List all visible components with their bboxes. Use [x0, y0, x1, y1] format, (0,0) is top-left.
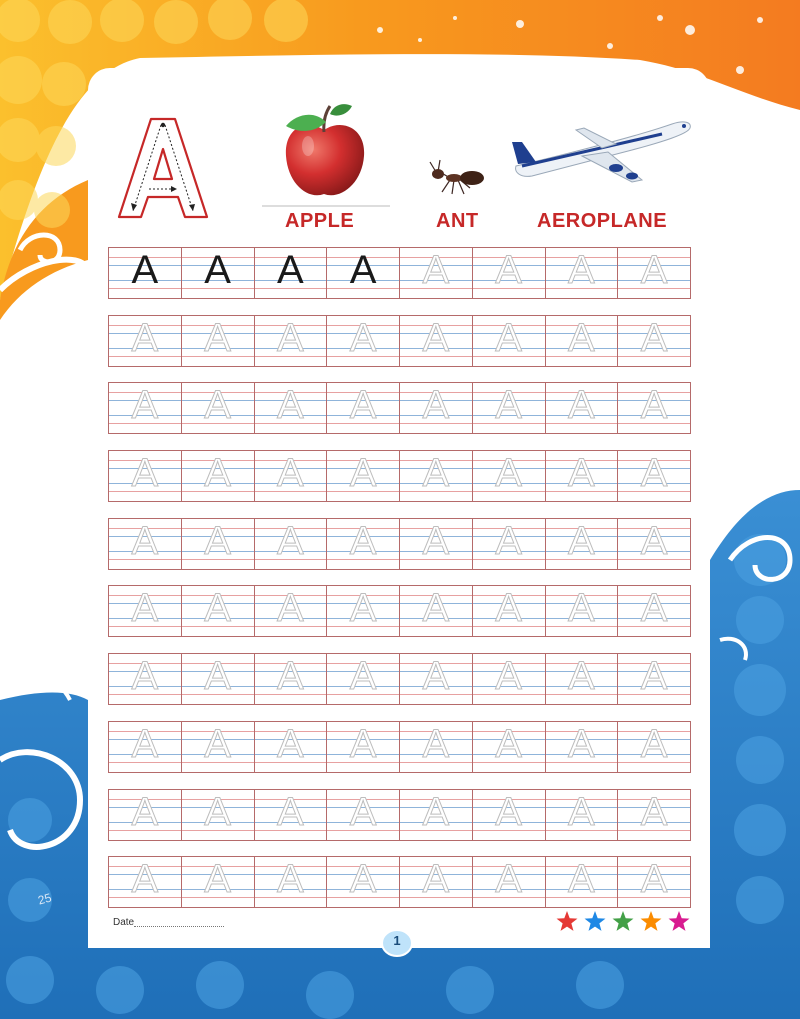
- solid-letter: A: [204, 248, 231, 292]
- practice-row: [108, 518, 691, 570]
- practice-cell[interactable]: [546, 451, 619, 501]
- trace-letter: A: [204, 654, 231, 699]
- trace-letter: A: [204, 721, 231, 766]
- practice-cell[interactable]: [400, 722, 473, 772]
- practice-cell[interactable]: [255, 654, 328, 704]
- trace-letter: A: [277, 789, 304, 834]
- date-blank-line[interactable]: [134, 926, 224, 927]
- aeroplane-picture: [512, 112, 694, 188]
- practice-cell[interactable]: [182, 451, 255, 501]
- trace-letter: A: [640, 586, 668, 631]
- practice-cell[interactable]: [255, 722, 328, 772]
- trace-letter: A: [277, 518, 304, 563]
- practice-cell[interactable]: [109, 248, 182, 298]
- trace-letter: A: [640, 654, 668, 699]
- practice-cell[interactable]: [473, 857, 546, 907]
- trace-letter: A: [349, 586, 377, 631]
- trace-letter: A: [640, 315, 668, 360]
- trace-letter: A: [277, 857, 304, 902]
- trace-letter: A: [204, 315, 231, 360]
- practice-cell[interactable]: [255, 586, 328, 636]
- practice-cell[interactable]: [618, 586, 690, 636]
- trace-letter: A: [131, 721, 159, 766]
- trace-letter: A: [131, 654, 159, 699]
- practice-cell[interactable]: [618, 316, 690, 366]
- trace-letter: A: [349, 315, 377, 360]
- practice-cell[interactable]: [327, 722, 400, 772]
- big-letter-a: [111, 113, 215, 223]
- practice-row: [108, 450, 691, 502]
- practice-cell[interactable]: [473, 316, 546, 366]
- trace-letter: A: [568, 248, 595, 292]
- practice-cell[interactable]: [546, 790, 619, 840]
- star-icon: [641, 911, 662, 931]
- practice-cell[interactable]: [400, 654, 473, 704]
- star-rating: [553, 908, 693, 938]
- practice-row: [108, 789, 691, 841]
- trace-letter: A: [568, 383, 595, 428]
- trace-letter: A: [568, 789, 595, 834]
- trace-letter: A: [204, 586, 231, 631]
- trace-letter: A: [349, 721, 377, 766]
- trace-letter: A: [422, 518, 450, 563]
- trace-letter: A: [495, 451, 522, 496]
- tracing-grid: [108, 247, 691, 924]
- word-ant: ANT: [436, 210, 479, 232]
- trace-letter: A: [349, 654, 377, 699]
- apple-shadow: [262, 205, 390, 207]
- practice-row: [108, 653, 691, 705]
- trace-letter: A: [277, 451, 304, 496]
- practice-cell[interactable]: [109, 857, 182, 907]
- practice-cell[interactable]: [546, 316, 619, 366]
- star-icon: [557, 911, 578, 931]
- practice-cell[interactable]: [400, 857, 473, 907]
- word-aeroplane: AEROPLANE: [537, 210, 668, 232]
- trace-letter: A: [640, 789, 668, 834]
- trace-letter: A: [204, 518, 231, 563]
- solid-letter: A: [277, 248, 304, 292]
- practice-row: [108, 585, 691, 637]
- practice-cell[interactable]: [109, 519, 182, 569]
- practice-cell[interactable]: [546, 857, 619, 907]
- practice-cell[interactable]: [473, 383, 546, 433]
- practice-cell[interactable]: [255, 248, 328, 298]
- trace-letter: A: [131, 315, 159, 360]
- trace-letter: A: [349, 451, 377, 496]
- trace-letter: A: [640, 451, 668, 496]
- trace-letter: A: [495, 721, 522, 766]
- trace-letter: A: [277, 654, 304, 699]
- practice-cell[interactable]: [182, 790, 255, 840]
- practice-cell[interactable]: [255, 316, 328, 366]
- practice-cell[interactable]: [109, 722, 182, 772]
- trace-letter: A: [277, 383, 304, 428]
- practice-cell[interactable]: [327, 654, 400, 704]
- trace-letter: A: [422, 383, 450, 428]
- practice-cell[interactable]: [546, 383, 619, 433]
- solid-letter: A: [131, 248, 159, 292]
- practice-cell[interactable]: [618, 857, 690, 907]
- practice-cell[interactable]: [182, 722, 255, 772]
- trace-letter: A: [495, 518, 522, 563]
- trace-letter: A: [422, 654, 450, 699]
- trace-letter: A: [640, 857, 668, 902]
- star-icon: [585, 911, 606, 931]
- practice-cell[interactable]: [400, 519, 473, 569]
- practice-cell[interactable]: [109, 654, 182, 704]
- trace-letter: A: [495, 789, 522, 834]
- practice-cell[interactable]: [327, 790, 400, 840]
- practice-cell[interactable]: [327, 586, 400, 636]
- practice-cell[interactable]: [473, 654, 546, 704]
- practice-cell[interactable]: [473, 248, 546, 298]
- practice-cell[interactable]: [473, 586, 546, 636]
- practice-row: [108, 247, 691, 299]
- trace-letter: A: [277, 721, 304, 766]
- trace-letter: A: [568, 857, 595, 902]
- practice-cell[interactable]: [255, 790, 328, 840]
- trace-letter: A: [131, 586, 159, 631]
- ant-picture: [428, 158, 488, 198]
- trace-letter: A: [204, 789, 231, 834]
- practice-cell[interactable]: [327, 316, 400, 366]
- practice-cell[interactable]: [255, 451, 328, 501]
- trace-letter: A: [640, 383, 668, 428]
- trace-letter: A: [495, 857, 522, 902]
- practice-cell[interactable]: [182, 316, 255, 366]
- practice-cell[interactable]: [400, 248, 473, 298]
- trace-letter: A: [131, 789, 159, 834]
- practice-cell[interactable]: [400, 316, 473, 366]
- practice-row: [108, 382, 691, 434]
- trace-letter: A: [422, 721, 450, 766]
- trace-letter: A: [495, 383, 522, 428]
- practice-cell[interactable]: [400, 451, 473, 501]
- trace-letter: A: [568, 518, 595, 563]
- trace-letter: A: [422, 451, 450, 496]
- trace-letter: A: [131, 451, 159, 496]
- practice-cell[interactable]: [327, 383, 400, 433]
- practice-cell[interactable]: [473, 722, 546, 772]
- practice-cell[interactable]: [109, 790, 182, 840]
- trace-letter: A: [422, 586, 450, 631]
- trace-letter: A: [495, 654, 522, 699]
- practice-cell[interactable]: [618, 383, 690, 433]
- practice-cell[interactable]: [327, 248, 400, 298]
- practice-cell[interactable]: [618, 722, 690, 772]
- trace-letter: A: [131, 518, 159, 563]
- practice-cell[interactable]: [618, 790, 690, 840]
- practice-cell[interactable]: [109, 316, 182, 366]
- practice-row: [108, 721, 691, 773]
- trace-letter: A: [495, 315, 522, 360]
- practice-row: [108, 315, 691, 367]
- trace-letter: A: [495, 586, 522, 631]
- word-apple: APPLE: [285, 210, 355, 232]
- practice-cell[interactable]: [182, 383, 255, 433]
- practice-cell[interactable]: [255, 857, 328, 907]
- trace-letter: A: [640, 518, 668, 563]
- trace-letter: A: [568, 654, 595, 699]
- star-icon: [669, 911, 690, 931]
- practice-cell[interactable]: [400, 586, 473, 636]
- practice-cell[interactable]: [327, 519, 400, 569]
- practice-cell[interactable]: [109, 586, 182, 636]
- trace-letter: A: [422, 248, 450, 292]
- trace-letter: A: [568, 451, 595, 496]
- practice-cell[interactable]: [182, 654, 255, 704]
- page-number: 1: [393, 933, 401, 948]
- trace-letter: A: [131, 857, 159, 902]
- trace-letter: A: [349, 518, 377, 563]
- apple-picture: [276, 100, 372, 204]
- practice-cell[interactable]: [473, 790, 546, 840]
- practice-cell[interactable]: [473, 519, 546, 569]
- practice-cell[interactable]: [182, 586, 255, 636]
- practice-cell[interactable]: [400, 790, 473, 840]
- trace-letter: A: [204, 451, 231, 496]
- practice-cell[interactable]: [546, 722, 619, 772]
- trace-letter: A: [349, 857, 377, 902]
- trace-letter: A: [204, 857, 231, 902]
- practice-cell[interactable]: [546, 654, 619, 704]
- practice-cell[interactable]: [109, 451, 182, 501]
- trace-letter: A: [422, 857, 450, 902]
- practice-cell[interactable]: [327, 857, 400, 907]
- practice-cell[interactable]: [618, 519, 690, 569]
- trace-letter: A: [422, 789, 450, 834]
- trace-letter: A: [349, 789, 377, 834]
- trace-letter: A: [204, 383, 231, 428]
- practice-row: [108, 856, 691, 908]
- practice-cell[interactable]: [255, 383, 328, 433]
- trace-letter: A: [640, 721, 668, 766]
- practice-cell[interactable]: [255, 519, 328, 569]
- trace-letter: A: [568, 315, 595, 360]
- practice-cell[interactable]: [618, 451, 690, 501]
- trace-letter: A: [349, 383, 377, 428]
- trace-letter: A: [277, 315, 304, 360]
- trace-letter: A: [495, 248, 522, 292]
- practice-cell[interactable]: [182, 857, 255, 907]
- star-icon: [613, 911, 634, 931]
- practice-cell[interactable]: [182, 248, 255, 298]
- trace-letter: A: [568, 721, 595, 766]
- trace-letter: A: [640, 248, 668, 292]
- practice-cell[interactable]: [109, 383, 182, 433]
- practice-cell[interactable]: [546, 586, 619, 636]
- trace-letter: A: [131, 383, 159, 428]
- practice-cell[interactable]: [546, 248, 619, 298]
- practice-cell[interactable]: [546, 519, 619, 569]
- practice-cell[interactable]: [618, 248, 690, 298]
- trace-letter: A: [568, 586, 595, 631]
- practice-cell[interactable]: [618, 654, 690, 704]
- practice-cell[interactable]: [400, 383, 473, 433]
- solid-letter: A: [349, 248, 377, 292]
- practice-cell[interactable]: [473, 451, 546, 501]
- trace-letter: A: [422, 315, 450, 360]
- date-label: Date: [113, 917, 135, 928]
- practice-cell[interactable]: [182, 519, 255, 569]
- trace-letter: A: [277, 586, 304, 631]
- practice-cell[interactable]: [327, 451, 400, 501]
- side-number: 25: [36, 890, 53, 908]
